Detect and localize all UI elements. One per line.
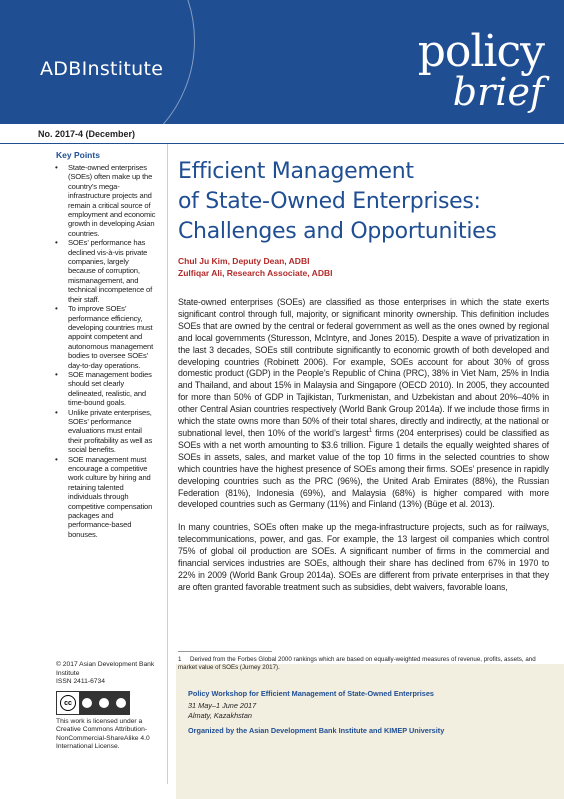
issn: ISSN 2411-6734 xyxy=(56,678,105,685)
author-line: Chul Ju Kim, Deputy Dean, ADBI xyxy=(178,256,310,266)
paragraph: State-owned enterprises (SOEs) are classified as those enterprises in which the state exerts significant control through full, majority, or significant minority ownership. This definition includes SOEs that are owned by the central or federal government as well as the ones owned by regional and local governments (Sturesson, McIntyre, and Jones 2015). Despite a wave of privatization in the last 3 decades, SOEs still contribute significantly to economic growth of both developed and developing countries (Robinett 2006). For example, SOEs account for about 30% of gross domestic product (GDP) in the People’s Republic of China (PRC), 38% in Viet Nam, 25% in India and Thailand, and about 15% in Malaysia and Singapore (OECD 2010). In 2005, they accounted for more than 50% of GDP in Tajikistan, Turkmenistan, and Uzbekistan and about 20%–40% in other Central Asian countries respectively (World Bank Group 2014a). If we include those firms in which the state owns more than 50% of their total shares, directly and indirectly, at the national or subnational level, then 10% of the world’s largest$^1$ firms (204 enterprises) could be classified as SOEs with a net worth amounting to $3.6 trillion. Figure 1 details the equally weighted shares of SOEs in assets, sales, and market value of the top 10 firms in the selected countries to show which countries have the highest presence of SOEs among their firms. SOEs’ presence in rapidly developing countries such as the PRC (96%), the United Arab Emirates (88%), the Russian Federation (81%), Indonesia (69%), and Malaysia (68%) is higher compared with more developed countries such as Germany (11%) and Finland (13%) (Büge et al. 2013). xyxy=(178,297,549,510)
footnote-ref[interactable]: 1 xyxy=(368,428,372,435)
by-icon xyxy=(82,698,92,708)
header-divider xyxy=(0,143,564,144)
title-line: of State-Owned Enterprises: xyxy=(178,189,481,214)
nc-icon xyxy=(99,698,109,708)
paragraph: In many countries, SOEs often make up the mega-infrastructure projects, such as for railways, telecommunications, power, and gas. For example, the 13 largest oil companies which control 75% of global oil production are SOEs. A significant number of firms in the commercial and financial services industries are SOEs, although their share has declined from 67% in 1970 to 22% in 2009 (World Bank Group 2014a). SOEs are different from private enterprises in that they are often granted favorable treatment such as subsidies, debt waivers, favorable loans, xyxy=(178,522,549,592)
workshop-date: 31 May–1 June 2017 xyxy=(188,701,257,710)
header-banner xyxy=(0,0,564,124)
workshop-organizer: Organized by the Asian Development Bank Institute and KIMEP University xyxy=(188,726,445,735)
key-point-item: • SOE management must encourage a competitive work culture by hiring and retaining talented individuals through competitive compensation packages and performance-based bonuses. xyxy=(56,455,156,540)
workshop-title: Policy Workshop for Efficient Management of State-Owned Enterprises xyxy=(188,689,434,698)
title-line: Challenges and Opportunities xyxy=(178,219,497,244)
cc-icon: cc xyxy=(60,695,76,711)
footnote xyxy=(178,656,548,672)
footnote-number: 1 xyxy=(178,656,182,663)
key-point-item: • SOEs’ performance has declined vis-à-vis private companies, largely because of corruption, mismanagement, and technical incompetence of their staff. xyxy=(56,238,156,304)
brief-wordmark: brief xyxy=(452,70,544,114)
sa-icon xyxy=(116,698,126,708)
brief-title xyxy=(178,157,548,247)
workshop-location: Almaty, Kazakhstan xyxy=(188,711,252,720)
key-point-item: • To improve SOEs’ performance efficiency, developing countries must appoint competent and autonomous management bodies to oversee SOEs’ day-to-day operations. xyxy=(56,304,156,370)
key-point-item: • Unlike private enterprises, SOEs’ performance evaluations must entail their profitability as well as social benefits. xyxy=(56,408,156,455)
title-line: Efficient Management xyxy=(178,159,414,184)
authors xyxy=(178,255,332,279)
key-point-item: • SOE management bodies should set clearly delineated, realistic, and time-bound goals. xyxy=(56,370,156,408)
cc-by-nc-sa-badge[interactable] xyxy=(56,691,130,715)
issue-number: No. 2017-4 (December) xyxy=(38,129,136,139)
key-points-title: Key Points xyxy=(56,150,100,160)
footnote-text: Derived from the Forbes Global 2000 rankings which are based on equally-weighted measures of revenue, profits, assets, and market value of SOEs (Jurney 2017). xyxy=(178,656,536,671)
workshop-box xyxy=(176,664,564,799)
copyright-line: © 2017 Asian Development Bank Institute xyxy=(56,661,155,677)
key-point-item: • State-owned enterprises (SOEs) often make up the country’s mega-infrastructure projects and remain a critical source of employment and economic growth in developing Asian countries. xyxy=(56,163,156,238)
column-divider xyxy=(167,144,168,784)
copyright-block xyxy=(56,661,164,752)
key-points-list xyxy=(56,163,156,539)
footnote-rule xyxy=(178,651,272,652)
author-line: Zulfiqar Ali, Research Associate, ADBI xyxy=(178,268,333,278)
key-points-sidebar xyxy=(56,150,156,539)
license-text: This work is licensed under a Creative Commons Attribution-NonCommercial-ShareAlike 4.0 International License. xyxy=(56,717,150,750)
adbi-logo[interactable] xyxy=(40,58,163,80)
logo-prefix: ADB xyxy=(40,58,82,80)
logo-suffix: Institute xyxy=(81,58,164,80)
policy-wordmark: policy xyxy=(417,26,544,77)
body-text xyxy=(178,297,549,605)
